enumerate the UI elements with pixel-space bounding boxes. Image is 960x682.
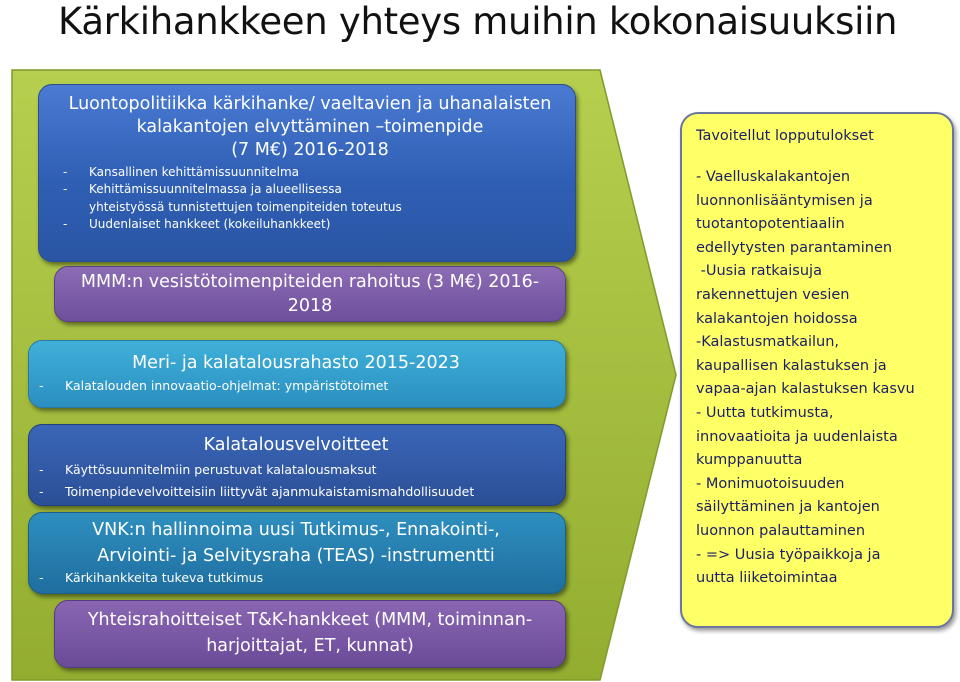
- results-line: -Kalastusmatkailun,: [696, 334, 840, 351]
- list-item: - Kalatalouden innovaatio-ohjelmat: ympäristötoimet: [35, 377, 557, 395]
- mmm-heading-line: 2018: [287, 296, 333, 316]
- page-title: Kärkihankkeen yhteys muihin kokonaisuuksiin: [58, 0, 898, 43]
- results-line: säilyttäminen ja kantojen: [696, 499, 880, 516]
- teas-heading-line: VNK:n hallinnoima uusi Tutkimus-, Ennakointi-,: [92, 520, 500, 540]
- list-item: - Kehittämissuunnitelmassa ja alueellisessa yhteistyössä tunnistettujen toimenpiteiden toteutus: [59, 181, 561, 216]
- results-line: edellytysten parantaminen: [696, 239, 893, 256]
- results-title: Tavoitellut lopputulokset: [696, 128, 874, 144]
- obligations-heading: Kalatalousvelvoitteet: [203, 435, 389, 455]
- results-line: luonnon palauttaminen: [696, 522, 866, 539]
- teas-box: [28, 512, 566, 594]
- results-line: innovaatioita ja uudenlaista: [696, 428, 898, 445]
- mmm-heading-line: MMM:n vesistötoimenpiteiden rahoitus (3 M€) 2016-: [80, 272, 540, 292]
- obligations-box: [28, 424, 566, 506]
- results-box: [680, 112, 954, 628]
- results-line: -Uusia ratkaisuja: [696, 263, 822, 280]
- results-line: - Vaelluskalakantojen: [696, 169, 851, 185]
- policy-heading-line: kalakantojen elvyttäminen –toimenpide: [136, 117, 484, 137]
- results-line: rakennettujen vesien: [696, 286, 850, 303]
- policy-heading-line: Luontopolitiikka kärkihanke/ vaeltavien ja uhanalaisten: [68, 94, 552, 114]
- teas-list: [35, 569, 557, 587]
- results-line: luonnonlisääntymisen ja: [696, 192, 873, 209]
- policy-heading-line: (7 M€) 2016-2018: [231, 140, 389, 160]
- teas-heading: [35, 517, 557, 569]
- results-line: kalakantojen hoidossa: [696, 310, 858, 327]
- mmm-funding-heading: [61, 270, 559, 318]
- results-line: - Uutta tutkimusta,: [696, 404, 834, 421]
- policy-heading: [59, 93, 561, 162]
- fisheries-fund-list: [35, 377, 557, 395]
- mmm-funding-box: [54, 266, 566, 322]
- list-item: - Toimenpidevelvoitteisiin liittyvät ajanmukaistamismahdollisuudet: [35, 481, 557, 503]
- obligations-list: [35, 459, 557, 503]
- results-line: uutta liiketoimintaa: [696, 570, 838, 587]
- fisheries-fund-heading: Meri- ja kalatalousrahasto 2015-2023: [132, 353, 460, 373]
- joint-rd-box: [54, 600, 566, 668]
- results-line: tuotantopotentiaalin: [696, 216, 845, 233]
- results-list: [696, 166, 942, 591]
- list-item: - Kärkihankkeita tukeva tutkimus: [35, 569, 557, 587]
- results-line: - => Uusia työpaikkoja ja: [696, 546, 881, 563]
- list-item: - Käyttösuunnitelmiin perustuvat kalatalousmaksut: [35, 459, 557, 481]
- joint-rd-heading-line: harjoittajat, ET, kunnat): [206, 636, 414, 656]
- joint-rd-heading-line: Yhteisrahoitteiset T&K-hankkeet (MMM, toiminnan-: [87, 610, 533, 630]
- list-item: - Kansallinen kehittämissuunnitelma: [59, 164, 561, 181]
- list-item: - Uudenlaiset hankkeet (kokeiluhankkeet): [59, 216, 561, 233]
- joint-rd-heading: [61, 607, 559, 659]
- policy-list: [59, 164, 561, 233]
- results-line: vapaa-ajan kalastuksen kasvu: [696, 381, 915, 398]
- results-line: kumppanuutta: [696, 452, 803, 469]
- policy-box: [38, 84, 576, 262]
- fisheries-fund-box: [28, 340, 566, 408]
- teas-heading-line: Arviointi- ja Selvitysraha (TEAS) -instrumentti: [97, 546, 495, 566]
- results-line: - Monimuotoisuuden: [696, 475, 845, 492]
- results-line: kaupallisen kalastuksen ja: [696, 357, 887, 374]
